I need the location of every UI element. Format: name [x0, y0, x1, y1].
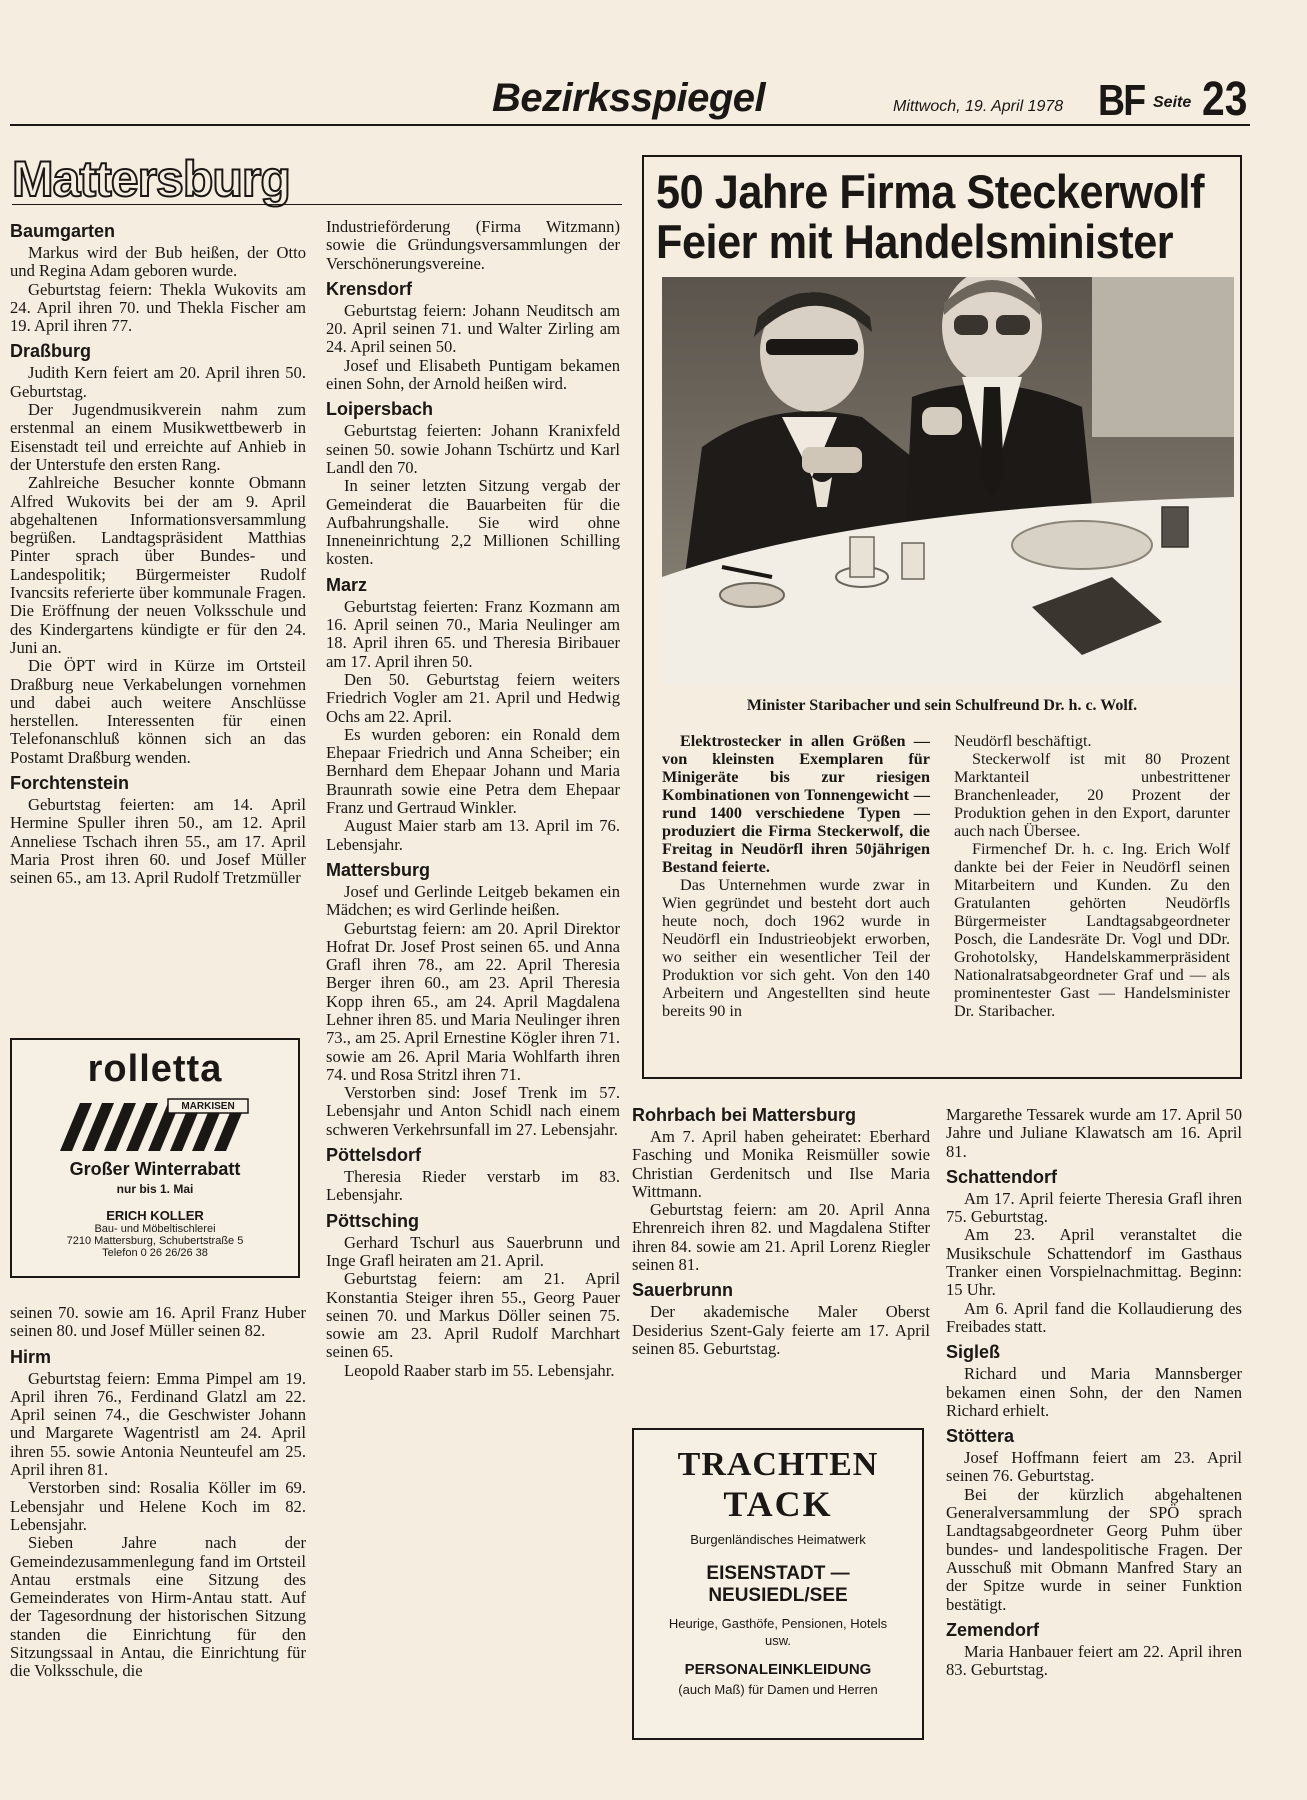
article-paragraph: Geburtstag feierten: Franz Kozmann am 16. April seinen 70., Maria Neulinger am 18. April ihren 65. und Theresia Biribauer am 17. April ihren 50.	[326, 596, 620, 671]
feature-article	[642, 155, 1242, 1079]
dateline: Mittwoch, 19. April 1978	[893, 98, 1064, 115]
ad-city-2: NEUSIEDL/SEE	[708, 1585, 848, 1606]
photo-caption: Minister Staribacher und sein Schulfreund Dr. h. c. Wolf.	[746, 697, 1138, 714]
article-paragraph: Sieben Jahre nach der Gemeindezusammenlegung fand im Ortsteil Antau erstmals eine Sitzung des Gemeinderates von Hirm-Antau statt. Auf der Tagesordnung der historischen Sitzung standen die Einrichtung für den Sitzungssaal in Antau, die Einrichtung für die Volksschule, die	[10, 1533, 306, 1681]
article-lead: Elektrostecker in allen Größen — von kleinsten Exemplaren für Minigeräte bis zur riesigen Kombinationen von Tonnengewicht — rund 1400 verschiedene Typen — produziert die Firma Steckerwolf, die Freitag in Neudörfl ihren 50jährigen Bestand feierte.	[662, 732, 930, 876]
ad-trade: Bau- und Möbeltischlerei	[94, 1223, 216, 1235]
heading-poettelsdorf: Pöttelsdorf	[326, 1145, 422, 1166]
article-paragraph: Geburtstag feiern: Emma Pimpel am 19. April ihren 76., Ferdinand Glatzl am 22. April seinen 74., die Geschwister Johann und Margarete Wagentristl am 24. April ihren 55. sowie Antonia Neunteufel am 25. April ihren 81.	[10, 1368, 306, 1480]
article-paragraph: Zahlreiche Besucher konnte Obmann Alfred Wukovits bei der am 9. April abgehaltenen Informationsversammlung begrüßen. Landtagspräsident Matthias Pinter sprach über Bundes- und Landespolitik; Bürgermeister Rudolf Ivancsits referierte über kommunale Fragen. Die Eröffnung der neuen Volksschule und des Kindergartens kündigte er für den 24. Juni an.	[10, 473, 306, 657]
article-paragraph: Firmenchef Dr. h. c. Ing. Erich Wolf dankte bei der Feier in Neudörfl seinen Mitarbeitern und Kunden. Zu den Gratulanten gehörten Neudörfls Bürgermeister Landtagsabgeordneter Posch, die Landesräte Dr. Vogl und DDr. Grohotolsky, Handelskammerpräsident Nationalratsabgeordneter Graf und — als prominentester Gast — Handelsminister Dr. Staribacher.	[954, 840, 1230, 1020]
ad-product-sub: (auch Maß) für Damen und Herren	[678, 1682, 878, 1697]
ad-phone: Telefon 0 26 26/26 38	[102, 1247, 208, 1259]
article-paragraph: Verstorben sind: Rosalia Köller im 69. Lebensjahr und Helene Koch im 82. Lebensjahr.	[10, 1478, 306, 1534]
column-4	[946, 1106, 1242, 1679]
divider	[12, 204, 622, 205]
heading-marz: Marz	[326, 574, 368, 595]
article-paragraph: Der Jugendmusikverein nahm zum erstenmal an einem Musikwettbewerb in Eisenstadt teil und erreichte auf Anhieb in der Unterstufe den ersten Rang.	[10, 400, 306, 474]
article-paragraph: Am 6. April fand die Kollaudierung des Freibades statt.	[946, 1298, 1242, 1336]
feature-column-right	[954, 732, 1230, 1020]
article-paragraph: Geburtstag feiern: am 21. April Konstantia Steiger ihren 55., Georg Pauer seinen 70. und Markus Döller seinen 75. sowie am 23. April Rudolf Marchhart seinen 65.	[326, 1269, 620, 1362]
heading-siegless: Sigleß	[946, 1342, 1001, 1363]
ad-offer: Großer Winterrabatt	[69, 1159, 241, 1179]
page-label: Seite	[1153, 94, 1192, 111]
article-paragraph: Geburtstag feiern: Johann Neuditsch am 20. April seinen 71. und Walter Zirling am 24. April seinen 50.	[326, 300, 620, 357]
heading-zemendorf: Zemendorf	[946, 1619, 1040, 1640]
column-1-continued	[10, 1304, 306, 1681]
article-paragraph: Neudörfl beschäftigt.	[954, 732, 1092, 750]
ad-rolletta	[10, 1038, 300, 1278]
heading-forchtenstein: Forchtenstein	[10, 773, 130, 794]
article-paragraph: Das Unternehmen wurde zwar in Wien gegründet und besteht dort auch heute noch, doch 1962 wurde in Neudörfl ein Industrieobjekt erworben, wo seither ein wesentlicher Teil der Produktion vor sich geht. Von den 140 Arbeitern und Angestellten sind heute bereits 90 in	[662, 876, 930, 1020]
article-paragraph: Josef und Gerlinde Leitgeb bekamen ein Mädchen; es wird Gerlinde heißen.	[326, 881, 620, 920]
heading-poettsching: Pöttsching	[326, 1210, 419, 1231]
heading-baumgarten: Baumgarten	[10, 221, 116, 241]
article-paragraph: Es wurden geboren: ein Ronald dem Ehepaar Friedrich und Anna Scheiber; ein Bernhard dem Ehepaar Johann und Maria Braunrath sowie eine Petra dem Ehepaar Franz und Gertraud Winkler.	[326, 724, 620, 818]
article-paragraph: Bei der kürzlich abgehaltenen Generalversammlung der SPÖ sprach Landtagsabgeordneter Georg Puhm über bundes- und landespolitische Fragen. Der Ausschuß mit Obmann Manfred Stary an der Spitze wurde in seiner Funktion bestätigt.	[946, 1484, 1242, 1614]
article-paragraph: Geburtstag feierten: am 14. April Hermine Spuller ihren 50., am 12. April Anneliese Tschach ihren 55., am 17. April Maria Prost ihren 60. und Josef Müller seinen 65., am 13. April Rudolf Tretzmüller	[10, 795, 306, 888]
article-paragraph: Richard und Maria Mannsberger bekamen einen Sohn, der den Namen Richard erhielt.	[946, 1364, 1242, 1420]
article-paragraph: Gerhard Tschurl aus Sauerbrunn und Inge Grafl heiraten am 21. April.	[326, 1232, 620, 1270]
ad-company: ERICH KOLLER	[106, 1208, 204, 1223]
ad-address: 7210 Mattersburg, Schubertstraße 5	[66, 1235, 244, 1247]
article-paragraph: seinen 70. sowie am 16. April Franz Huber seinen 80. und Josef Müller seinen 82.	[10, 1303, 306, 1341]
district-title: Mattersburg	[12, 151, 290, 207]
headline-line-1: 50 Jahre Firma Steckerwolf	[656, 165, 1205, 218]
article-paragraph: Josef und Elisabeth Puntigam bekamen einen Sohn, der Arnold heißen wird.	[326, 355, 620, 394]
article-paragraph: Der akademische Maler Oberst Desiderius Szent-Galy feierte am 17. April seinen 85. Geburtstag.	[632, 1302, 930, 1358]
article-paragraph: Judith Kern feiert am 20. April ihren 50. Geburtstag.	[10, 363, 306, 401]
article-paragraph: Am 7. April haben geheiratet: Eberhard Fasching und Monika Reismüller sowie Christian Gerdenitsch und Ilse Maria Wittmann.	[632, 1127, 930, 1201]
article-paragraph: Steckerwolf ist mit 80 Prozent Marktanteil unbestrittener Branchenleader, 20 Prozent der Produktion gehen in den Export, darunter auch nach Übersee.	[954, 750, 1230, 840]
article-paragraph: In seiner letzten Sitzung vergab der Gemeinderat die Bauarbeiten für die Aufbahrungshalle. Sie wird ohne Inneneinrichtung 2,2 Millionen Schilling kosten.	[326, 476, 620, 569]
ad-brand-line-2: TACK	[723, 1484, 833, 1524]
photo-image	[662, 277, 1234, 685]
article-paragraph: Theresia Rieder verstarb im 83. Lebensjahr.	[326, 1167, 620, 1205]
heading-schattendorf: Schattendorf	[946, 1166, 1058, 1187]
ad-brand-line-1: TRACHTEN	[677, 1446, 879, 1483]
ad-until: nur bis 1. Mai	[116, 1182, 194, 1196]
article-paragraph: Josef Hoffmann feiert am 23. April seinen 76. Geburtstag.	[946, 1448, 1242, 1486]
column-3	[632, 1104, 930, 1358]
article-paragraph: Markus wird der Bub heißen, der Otto und Regina Adam geboren wurde.	[10, 243, 306, 281]
article-paragraph: Geburtstag feierten: Johann Kranixfeld seinen 50. sowie Johann Tschürtz und Karl Landl den 70.	[326, 421, 620, 477]
article-paragraph: Geburtstag feiern: am 20. April Anna Ehrenreich ihren 82. und Magdalena Stifter ihren 84. sowie am 21. April Lorenz Riegler seinen 81.	[632, 1200, 930, 1275]
article-paragraph: Geburtstag feiern: Thekla Wukovits am 24. April ihren 70. und Thekla Fischer am 19. April ihren 77.	[10, 279, 306, 336]
heading-drassburg: Draßburg	[10, 341, 91, 362]
ad-clients: Heurige, Gasthöfe, Pensionen, Hotels usw.	[668, 1616, 888, 1648]
headline-line-2: Feier mit Handelsminister	[656, 215, 1174, 268]
heading-hirm: Hirm	[10, 1346, 52, 1367]
article-paragraph: Geburtstag feiern: am 20. April Direktor Hofrat Dr. Josef Prost seinen 65. und Anna Grafl ihren 78., am 22. April Theresia Berger ihren 60., am 23. April Theresia Kopp ihren 65., am 24. April Magdalena Lehner ihren 85. und Maria Neulinger ihren 73., am 25. April Ernestine Kögler ihren 71. sowie am 26. April Maria Wohlfarth ihren 74. und Rosa Stritzl ihren 71.	[326, 918, 620, 1084]
column-2	[326, 218, 620, 1380]
article-paragraph: Margarethe Tessarek wurde am 17. April 50 Jahre und Juliane Klawatsch am 16. April 81.	[946, 1105, 1242, 1161]
heading-rohrbach: Rohrbach bei Mattersburg	[632, 1105, 857, 1125]
heading-loipersbach: Loipersbach	[326, 399, 434, 420]
article-paragraph: Industrieförderung (Firma Witzmann) sowie die Gründungsversammlungen der Verschönerungsvereine.	[326, 217, 620, 273]
column-1	[10, 220, 306, 888]
article-paragraph: Die ÖPT wird in Kürze im Ortsteil Draßburg neue Verkabelungen vornehmen und dabei auch weitere Anschlüsse herstellen. Interessenten für einen Telefonanschluß können sich an das Postamt Draßburg wenden.	[10, 656, 306, 767]
ad-subtitle: Burgenländisches Heimatwerk	[690, 1532, 866, 1547]
section-title: Bezirksspiegel	[492, 76, 766, 120]
ad-tag: MARKISEN	[181, 1101, 235, 1112]
article-paragraph: Den 50. Geburtstag feiern weiters Friedrich Vogler am 21. April und Hedwig Ochs am 22. April.	[326, 669, 620, 726]
article-paragraph: Am 23. April veranstaltet die Musikschule Schattendorf im Gasthaus Tranker einen Vorspielnachmittag. Beginn: 15 Uhr.	[946, 1225, 1242, 1300]
ad-brand: rolletta	[87, 1048, 223, 1090]
article-paragraph: Leopold Raaber starb im 55. Lebensjahr.	[344, 1360, 615, 1380]
article-paragraph: Maria Hanbauer feiert am 22. April ihren 83. Geburtstag.	[946, 1641, 1242, 1680]
page-number: 23	[1202, 73, 1248, 126]
ad-trachten-tack	[632, 1428, 924, 1740]
masthead	[10, 70, 1250, 126]
feature-headline	[656, 167, 1204, 267]
feature-photo	[662, 277, 1234, 685]
newspaper-logo: BF	[1098, 76, 1145, 125]
ad-product: PERSONALEINKLEIDUNG	[684, 1661, 872, 1678]
article-paragraph: Verstorben sind: Josef Trenk im 57. Lebensjahr und Anton Schidl nach einem schweren Verkehrsunfall im 27. Lebensjahr.	[326, 1083, 620, 1139]
ad-city-1: EISENSTADT —	[706, 1563, 850, 1584]
heading-sauerbrunn: Sauerbrunn	[632, 1280, 734, 1301]
article-paragraph: Am 17. April feierte Theresia Grafl ihren 75. Geburtstag.	[946, 1188, 1242, 1227]
heading-mattersburg: Mattersburg	[326, 859, 431, 880]
feature-column-left	[662, 732, 930, 1020]
heading-krensdorf: Krensdorf	[326, 278, 413, 299]
heading-stoettera: Stöttera	[946, 1426, 1015, 1447]
article-paragraph: August Maier starb am 13. April im 76. Lebensjahr.	[326, 816, 620, 854]
awning-graphic	[40, 1093, 270, 1153]
